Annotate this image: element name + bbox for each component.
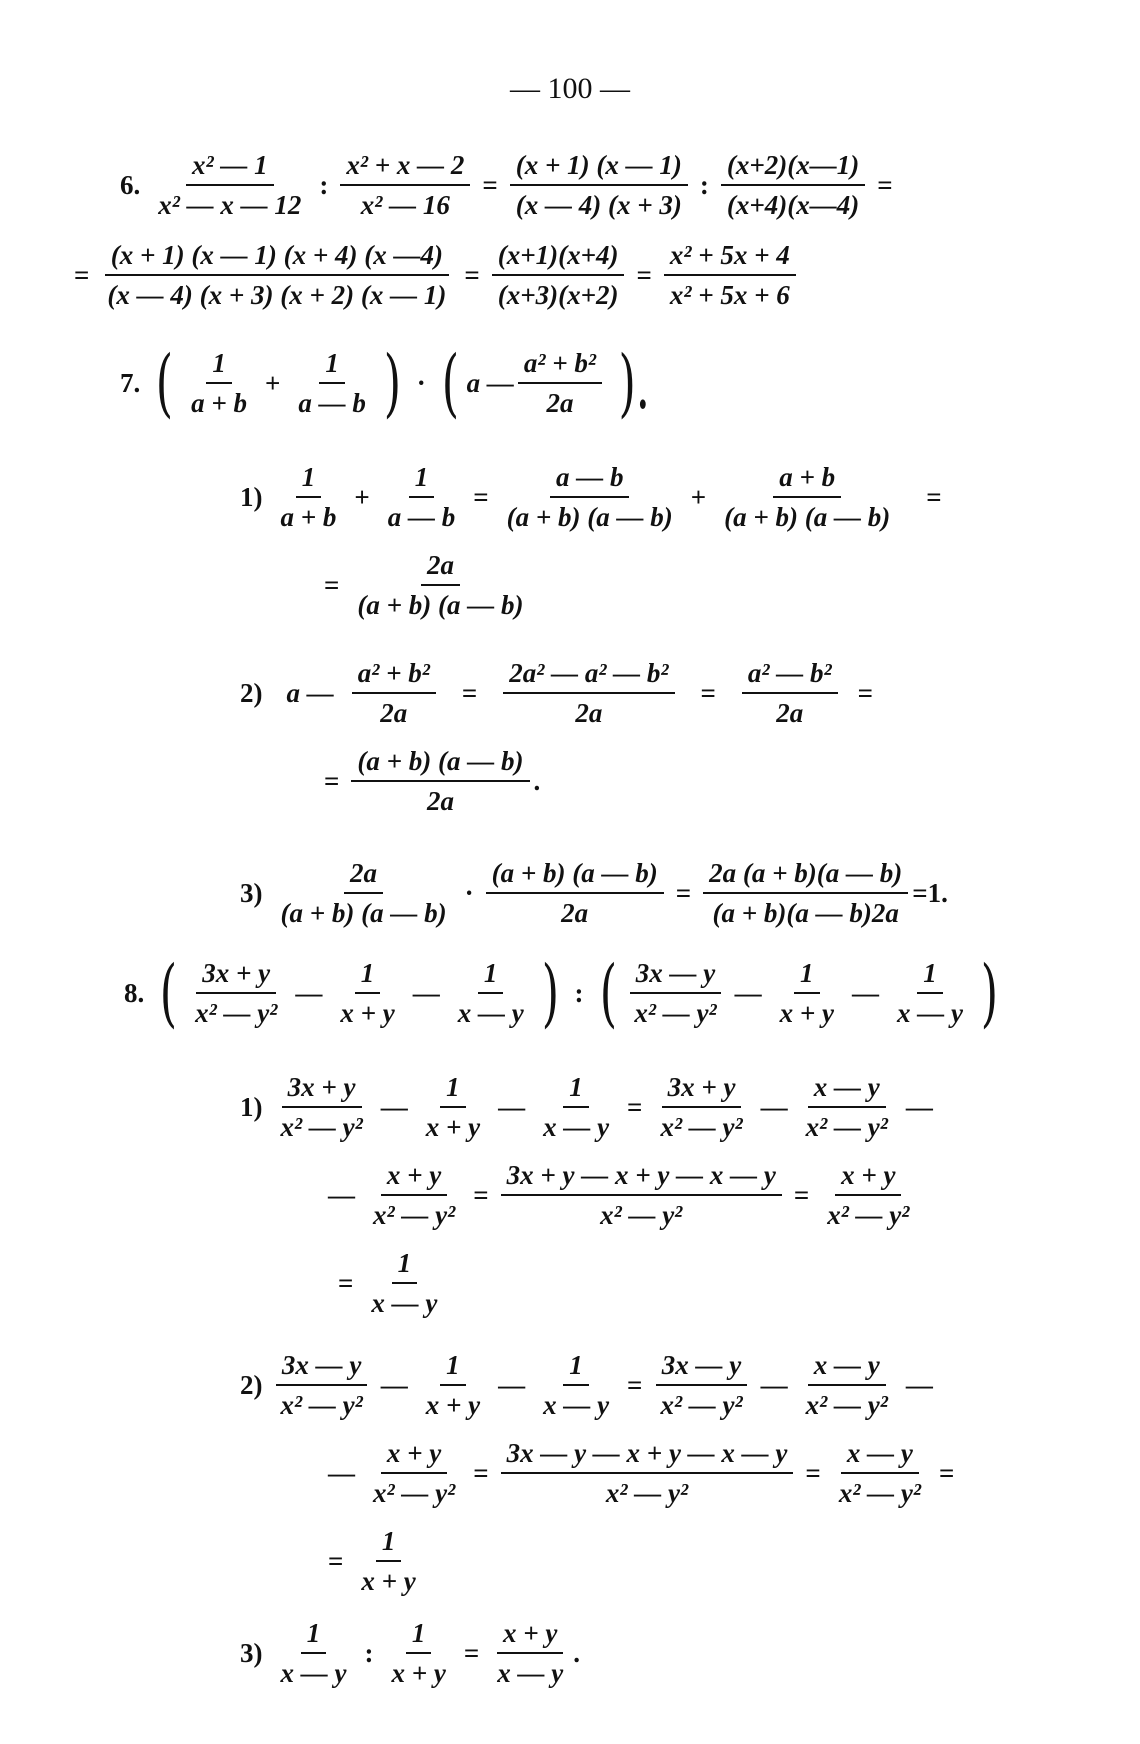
operator: = (627, 1091, 643, 1122)
operator: = (473, 1457, 489, 1488)
operator: = (328, 1545, 344, 1576)
denominator: (a + b) (a — b) (280, 898, 447, 928)
operator: : (574, 977, 584, 1008)
problem-8-step-1-cont (320, 1158, 919, 1232)
numerator: 3x + y (282, 1070, 362, 1108)
denominator: (x+3)(x+2) (497, 280, 619, 310)
denominator: x + y (779, 998, 834, 1028)
numerator: (a + b) (a — b) (351, 744, 529, 782)
numerator: x + y (381, 1436, 447, 1474)
denominator: x² + 5x + 6 (669, 280, 790, 310)
operator: = (627, 1369, 643, 1400)
problem-6-line-2 (66, 238, 800, 312)
fraction (742, 656, 838, 730)
numerator: x² — 1 (186, 148, 274, 186)
numerator: a — b (550, 460, 630, 498)
operator: — (905, 1091, 933, 1122)
denominator: x² — y² (280, 1390, 363, 1420)
operator: = (675, 877, 692, 908)
numerator: 1 (406, 1616, 432, 1654)
fraction (382, 460, 462, 534)
problem-label: 7. (120, 367, 141, 398)
fraction (185, 346, 253, 420)
operator: — (295, 977, 323, 1008)
fraction (420, 1070, 486, 1144)
operator: = (939, 1457, 955, 1488)
problem-7-step-2 (240, 656, 889, 730)
operator: = (805, 1457, 821, 1488)
operator: — (760, 1091, 788, 1122)
operator: · (464, 877, 474, 908)
denominator: x² — 16 (360, 190, 450, 220)
problem-7-step-1-cont (316, 548, 534, 622)
denominator: a — b (387, 502, 456, 532)
denominator: x² — x — 12 (158, 190, 302, 220)
left-paren: ( (441, 340, 459, 426)
fraction (501, 460, 679, 534)
fraction (275, 1616, 353, 1690)
denominator: x — y (457, 998, 524, 1028)
right-paren: ). (618, 340, 650, 426)
fraction (703, 856, 908, 930)
denominator: 2a (776, 698, 804, 728)
operator: — (498, 1369, 526, 1400)
denominator: x + y (425, 1390, 481, 1420)
operator: — (412, 977, 440, 1008)
denominator: (a + b) (a — b) (506, 502, 673, 532)
problem-label: 8. (124, 977, 145, 1008)
fraction (518, 346, 602, 420)
fraction (352, 656, 436, 730)
fraction (365, 1246, 443, 1320)
fraction (503, 656, 674, 730)
numerator: 1 (917, 956, 943, 994)
operator: : (699, 169, 709, 200)
right-paren: ) (980, 950, 999, 1036)
numerator: a + b (773, 460, 841, 498)
operator: — (905, 1369, 933, 1400)
denominator: x² — y² (280, 1112, 363, 1142)
denominator: x — y (497, 1658, 564, 1688)
numerator: 3x — y — x + y — x — y (501, 1436, 794, 1474)
problem-8-step-1 (240, 1070, 941, 1144)
operator: + (690, 481, 707, 512)
fraction (275, 460, 343, 534)
period: . (533, 765, 541, 796)
denominator: x² — y² (660, 1112, 743, 1142)
operator: + (354, 481, 370, 512)
fraction (491, 1616, 569, 1690)
numerator: 1 (376, 1524, 402, 1562)
denominator: x² — y² (600, 1200, 683, 1230)
fraction (628, 956, 722, 1030)
numerator: 1 (440, 1348, 466, 1386)
numerator: 3x — y (656, 1348, 747, 1386)
step-label: 3) (240, 1637, 263, 1668)
denominator: x — y (280, 1658, 347, 1688)
fraction (292, 346, 372, 420)
fraction (275, 1348, 369, 1422)
denominator: x — y (543, 1390, 610, 1420)
numerator: 2a (a + b)(a — b) (703, 856, 908, 894)
fraction (800, 1070, 894, 1144)
numerator: 3x + y (662, 1070, 742, 1108)
step-label: 1) (240, 1091, 263, 1122)
fraction (833, 1436, 927, 1510)
numerator: 3x + y (196, 956, 276, 994)
fraction (510, 148, 688, 222)
result: =1. (912, 877, 948, 908)
numerator: 1 (563, 1070, 589, 1108)
numerator: 1 (409, 460, 435, 498)
problem-8-step-1-result (330, 1246, 447, 1320)
numerator: 3x — y (630, 956, 721, 994)
denominator: (a + b) (a — b) (724, 502, 891, 532)
fraction (340, 148, 470, 222)
numerator: x — y (841, 1436, 919, 1474)
fraction (718, 460, 896, 534)
operator: = (324, 765, 340, 796)
fraction (654, 1348, 748, 1422)
step-label: 3) (240, 877, 263, 908)
fraction (351, 548, 529, 622)
fraction (486, 856, 664, 930)
numerator: 3x + y — x + y — x — y (501, 1158, 782, 1196)
operator: = (877, 169, 893, 200)
denominator: x — y (896, 998, 963, 1028)
numerator: a² — b² (742, 656, 838, 694)
denominator: x² — y² (838, 1478, 921, 1508)
numerator: x + y (381, 1158, 447, 1196)
fraction (385, 1616, 451, 1690)
numerator: 1 (301, 1616, 327, 1654)
operator: : (364, 1637, 374, 1668)
fraction (152, 148, 307, 222)
denominator: x — y (371, 1288, 438, 1318)
problem-8-step-2-result (320, 1524, 426, 1598)
fraction (501, 1436, 794, 1510)
denominator: (x — 4) (x + 3) (515, 190, 682, 220)
numerator: 1 (355, 956, 381, 994)
denominator: x² — y² (827, 1200, 910, 1230)
numerator: 1 (319, 346, 345, 384)
fraction (275, 856, 453, 930)
fraction (501, 1158, 782, 1232)
operator: — (760, 1369, 788, 1400)
operator: = (636, 259, 652, 290)
problem-8-step-3 (240, 1616, 580, 1690)
numerator: 1 (478, 956, 504, 994)
numerator: x² + x — 2 (340, 148, 470, 186)
problem-6-line-1 (120, 148, 901, 222)
denominator: x + y (361, 1566, 416, 1596)
fraction (492, 238, 625, 312)
denominator: 2a (546, 388, 574, 418)
fraction (420, 1348, 486, 1422)
fraction (537, 1070, 615, 1144)
operator: = (926, 481, 942, 512)
left-paren: ( (156, 340, 174, 426)
operator: = (338, 1267, 354, 1298)
denominator: (x — 4) (x + 3) (x + 2) (x — 1) (107, 280, 447, 310)
numerator: x + y (835, 1158, 901, 1196)
numerator: x + y (497, 1616, 563, 1654)
left-paren: ( (160, 950, 178, 1036)
operator: = (461, 677, 478, 708)
denominator: x + y (425, 1112, 481, 1142)
numerator: x² + 5x + 4 (664, 238, 796, 276)
denominator: x + y (340, 998, 395, 1028)
numerator: a² + b² (352, 656, 436, 694)
operator: = (473, 1179, 489, 1210)
operator: — (734, 977, 762, 1008)
operator: — (380, 1369, 408, 1400)
denominator: 2a (561, 898, 589, 928)
fraction (189, 956, 283, 1030)
problem-label: 6. (120, 169, 141, 200)
numerator: 2a² — a² — b² (503, 656, 674, 694)
operator: : (319, 169, 329, 200)
fraction (654, 1070, 748, 1144)
problem-7-step-3 (240, 856, 948, 930)
page-number: — 100 — (510, 72, 630, 105)
denominator: 2a (575, 698, 603, 728)
problem-7-step-2-cont (316, 744, 540, 818)
fraction (452, 956, 530, 1030)
problem-7-step-1 (240, 460, 950, 534)
numerator: (x + 1) (x — 1) (510, 148, 688, 186)
fraction (367, 1158, 461, 1232)
operator: — (498, 1091, 526, 1122)
numerator: 3x — y (276, 1348, 367, 1386)
operator: = (463, 1637, 480, 1668)
term: a — (286, 677, 334, 708)
problem-8-step-2-cont (320, 1436, 962, 1510)
fraction (355, 1524, 421, 1598)
numerator: 1 (794, 956, 820, 994)
denominator: x² — y² (805, 1112, 888, 1142)
operator: — (851, 977, 879, 1008)
numerator: 2a (344, 856, 383, 894)
operator: = (857, 677, 873, 708)
denominator: x² — y² (660, 1390, 743, 1420)
fraction (351, 744, 529, 818)
denominator: x² — y² (195, 998, 278, 1028)
fraction (537, 1348, 615, 1422)
denominator: a — b (298, 388, 366, 418)
denominator: 2a (426, 786, 454, 816)
fraction (774, 956, 840, 1030)
numerator: 1 (563, 1348, 589, 1386)
numerator: 1 (392, 1246, 418, 1284)
operator: — (328, 1179, 355, 1210)
operator: = (793, 1179, 810, 1210)
operator: + (265, 367, 281, 398)
period: . (573, 1637, 580, 1668)
right-paren: ) (541, 950, 559, 1036)
numerator: 1 (296, 460, 322, 498)
step-label: 1) (240, 481, 263, 512)
fraction (367, 1436, 461, 1510)
fraction (721, 148, 865, 222)
fraction (334, 956, 400, 1030)
denominator: (x+4)(x—4) (726, 190, 860, 220)
denominator: a + b (191, 388, 248, 418)
numerator: 1 (440, 1070, 466, 1108)
fraction (101, 238, 452, 312)
denominator: x² — y² (805, 1390, 888, 1420)
step-label: 2) (240, 677, 263, 708)
denominator: (a + b) (a — b) (357, 590, 524, 620)
left-paren: ( (599, 950, 617, 1036)
fraction (821, 1158, 915, 1232)
right-paren: ) (383, 340, 402, 426)
operator: — (380, 1091, 408, 1122)
operator: · (416, 367, 426, 398)
fraction (891, 956, 969, 1030)
fraction (664, 238, 796, 312)
denominator: x + y (391, 1658, 446, 1688)
step-label: 2) (240, 1369, 263, 1400)
denominator: (a + b)(a — b)2a (712, 898, 899, 928)
numerator: x — y (808, 1070, 886, 1108)
operator: = (482, 169, 498, 200)
numerator: (x + 1) (x — 1) (x + 4) (x —4) (105, 238, 449, 276)
fraction (275, 1070, 369, 1144)
numerator: (x+1)(x+4) (492, 238, 625, 276)
numerator: a² + b² (518, 346, 602, 384)
denominator: 2a (380, 698, 408, 728)
operator: = (74, 259, 90, 290)
term: a — (466, 367, 514, 398)
denominator: a + b (280, 502, 337, 532)
operator: = (700, 677, 716, 708)
numerator: (x+2)(x—1) (721, 148, 865, 186)
numerator: x — y (808, 1348, 886, 1386)
numerator: 2a (421, 548, 460, 586)
problem-8-statement (124, 950, 1006, 1036)
fraction (800, 1348, 894, 1422)
problem-8-step-2 (240, 1348, 941, 1422)
operator: = (464, 259, 480, 290)
operator: — (328, 1457, 355, 1488)
denominator: x — y (543, 1112, 610, 1142)
numerator: (a + b) (a — b) (486, 856, 664, 894)
denominator: x² — y² (634, 998, 717, 1028)
denominator: x² — y² (373, 1200, 456, 1230)
operator: = (324, 569, 340, 600)
denominator: x² — y² (605, 1478, 689, 1508)
denominator: x² — y² (373, 1478, 456, 1508)
problem-7-statement (120, 340, 662, 426)
numerator: 1 (206, 346, 232, 384)
operator: = (473, 481, 489, 512)
